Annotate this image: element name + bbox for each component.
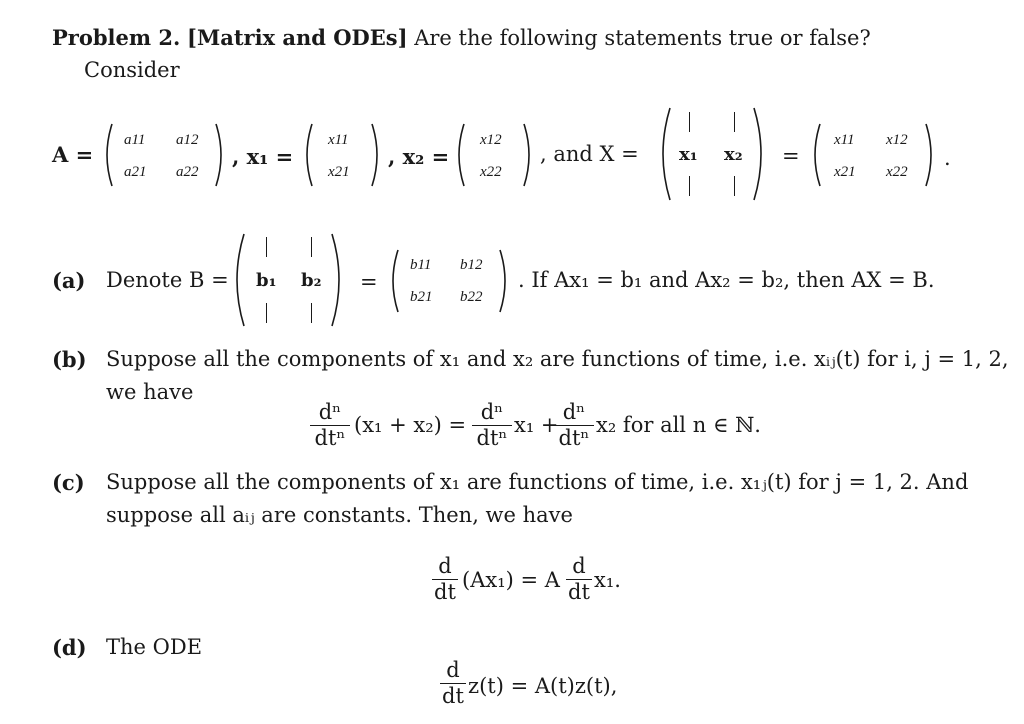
column-bar [734,112,735,132]
consider-text: Consider [84,58,180,82]
column-bar [689,176,690,196]
vector-x2-entry: x12 [480,132,502,148]
matrix-x-column: x₂ [724,144,743,165]
matrix-a-right-paren [214,122,228,188]
column-bar [266,237,267,257]
matrix-x-entry: x21 [834,164,856,180]
matrix-b-entry: b12 [460,257,483,273]
matrix-b-left-paren [228,232,246,328]
vector-x2-entry: x22 [480,164,502,180]
part-d-label: (d) [52,635,87,660]
part-a-text: Denote B = [106,268,229,292]
matrix-x-right-paren [752,106,770,202]
problem-header [52,27,871,49]
column-bar [734,176,735,196]
matrix-b-column: b₂ [301,270,322,291]
part-c-line2: suppose all aᵢⱼ are constants. Then, we have [106,503,573,527]
part-b-term1: x₁ + [514,413,559,437]
part-c-line1: Suppose all the components of x₁ are functions of time, i.e. x₁ⱼ(t) for j = 1, 2. And [106,470,969,494]
matrix-b-entry: b22 [460,289,483,305]
vector-x1-left-paren [300,122,314,188]
matrix-b-entries-left-paren [386,248,400,314]
matrix-x-entries-right-paren [924,122,938,188]
problem-question: Are the following statements true or false? [414,26,871,50]
fraction-d-dt: d dt [440,660,466,707]
matrix-a-left-paren [100,122,114,188]
matrix-a-entry: a11 [124,132,146,148]
problem-topic: [Matrix and ODEs] [187,25,408,50]
part-d-text: The ODE [106,635,203,659]
matrix-x-column: x₁ [679,144,698,165]
part-a-statement: . If Ax₁ = b₁ and Ax₂ = b₂, then AX = B. [518,268,935,292]
vector-x1-right-paren [370,122,384,188]
matrix-x-entry: x11 [834,132,855,148]
part-b-lhs: (x₁ + x₂) = [354,413,467,437]
vector-x1-entry: x21 [328,164,350,180]
matrix-a-entry: a22 [176,164,199,180]
fraction-d-dt: d dt [566,556,592,603]
matrix-x-entry: x22 [886,164,908,180]
matrix-b-right-paren [330,232,348,328]
vector-x2-left-paren [452,122,466,188]
fraction-dn-dtn: dⁿ dtⁿ [472,402,512,449]
x1-label: , x₁ = [232,144,294,169]
and-x-label: , and X = [540,142,639,166]
matrix-x-entries-left-paren [808,122,822,188]
problem-label: Problem 2. [52,25,181,50]
matrix-x-entry: x12 [886,132,908,148]
equals-sign: = [782,144,800,168]
matrix-x-left-paren [654,106,672,202]
equals-sign: = [360,270,378,294]
matrix-b-entries-right-paren [498,248,512,314]
matrix-a-entry: a12 [176,132,199,148]
matrix-a-label: A = [52,142,94,167]
fraction-d-dt: d dt [432,556,458,603]
part-b-label: (b) [52,347,87,372]
matrix-b-entry: b11 [410,257,432,273]
part-c-lhs: (Ax₁) = A [462,568,560,592]
part-b-line2: we have [106,380,194,404]
fraction-dn-dtn: dⁿ dtⁿ [310,402,350,449]
matrix-b-column: b₁ [256,270,277,291]
part-c-label: (c) [52,470,85,495]
part-a-label: (a) [52,268,86,293]
part-b-term2: x₂ for all n ∈ ℕ. [596,413,761,437]
column-bar [266,303,267,323]
fraction-dn-dtn: dⁿ dtⁿ [554,402,594,449]
vector-x2-right-paren [522,122,536,188]
column-bar [311,237,312,257]
x2-label: , x₂ = [388,144,450,169]
part-b-line1: Suppose all the components of x₁ and x₂ are functions of time, i.e. xᵢⱼ(t) for i, j = 1, 2, [106,347,1009,371]
vector-x1-entry: x11 [328,132,349,148]
matrix-b-entry: b21 [410,289,433,305]
matrix-a-entry: a21 [124,164,147,180]
period: . [944,146,951,170]
part-d-equation: z(t) = A(t)z(t), [468,674,618,698]
column-bar [311,303,312,323]
column-bar [689,112,690,132]
part-c-rhs: x₁. [594,568,621,592]
